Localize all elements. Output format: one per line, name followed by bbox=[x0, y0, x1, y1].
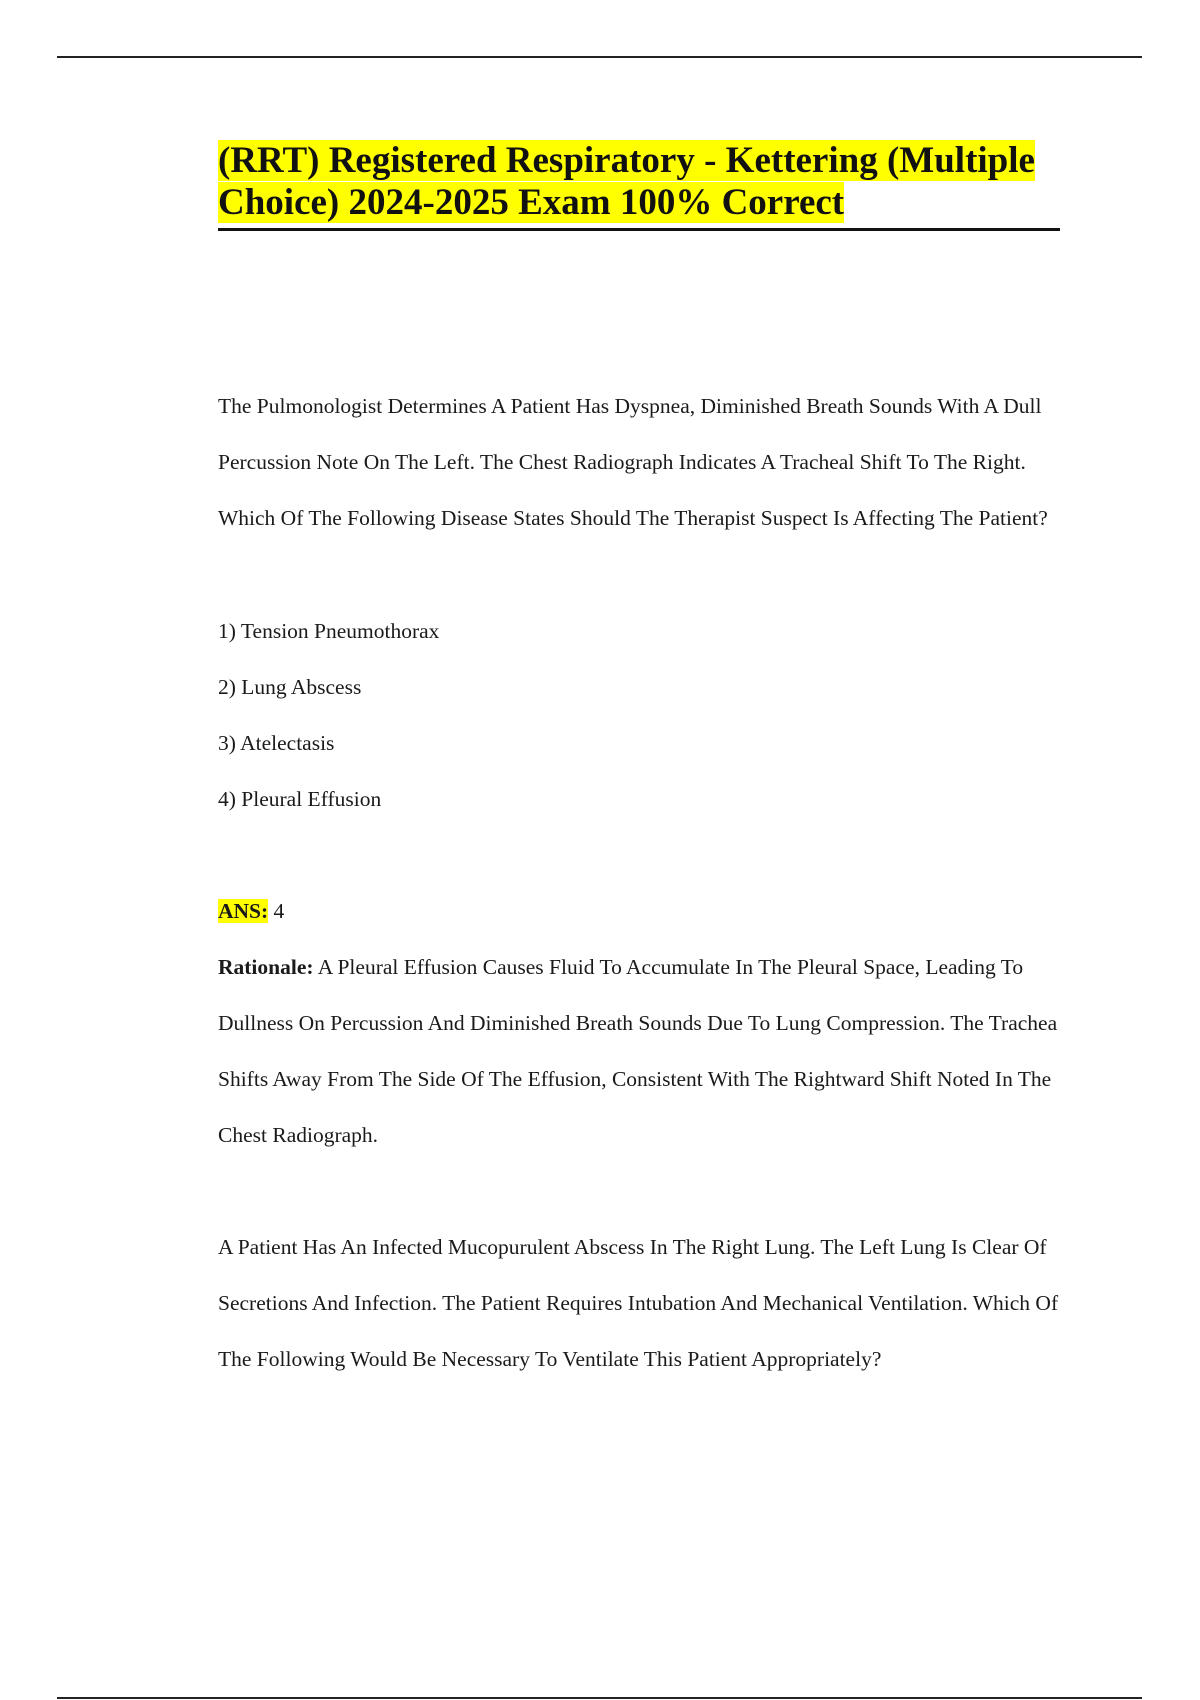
option-item: 2) Lung Abscess bbox=[218, 675, 362, 699]
footer-rule bbox=[57, 1697, 1142, 1699]
question-1-options bbox=[218, 603, 1060, 827]
title-block bbox=[218, 140, 1060, 231]
title-highlight: (RRT) Registered Respiratory - Kettering (Multiple Choice) 2024-2025 Exam 100% Correct bbox=[218, 140, 1035, 223]
option-item: 1) Tension Pneumothorax bbox=[218, 619, 440, 643]
header-rule bbox=[57, 56, 1142, 58]
question-1-text: The Pulmonologist Determines A Patient Has Dyspnea, Diminished Breath Sounds With A Dull Percussion Note On The Left. The Chest Radiograph Indicates A Tracheal Shift To The Right. Which Of The Following Disease States Should The Therapist Suspect Is Affecting The Patient? bbox=[218, 394, 1048, 530]
answer-line bbox=[218, 883, 1060, 939]
document-body bbox=[218, 140, 1060, 1387]
rationale-label: Rationale: bbox=[218, 955, 314, 979]
answer-value: 4 bbox=[273, 899, 285, 923]
rationale bbox=[218, 939, 1060, 1163]
answer-label: ANS: bbox=[218, 899, 269, 923]
question-2-text: A Patient Has An Infected Mucopurulent Abscess In The Right Lung. The Left Lung Is Clear Of Secretions And Infection. The Patient Requires Intubation And Mechanical Ventilation. Which Of The Following Would Be Necessary To Ventilate This Patient Appropriately? bbox=[218, 1235, 1059, 1371]
option-item: 3) Atelectasis bbox=[218, 731, 335, 755]
option-item: 4) Pleural Effusion bbox=[218, 787, 382, 811]
document-title bbox=[218, 140, 1060, 224]
rationale-text: A Pleural Effusion Causes Fluid To Accumulate In The Pleural Space, Leading To Dullness On Percussion And Diminished Breath Sounds Due To Lung Compression. The Trachea Shifts Away From The Side Of The Effusion, Consistent With The Rightward Shift Noted In The Chest Radiograph. bbox=[218, 955, 1058, 1147]
